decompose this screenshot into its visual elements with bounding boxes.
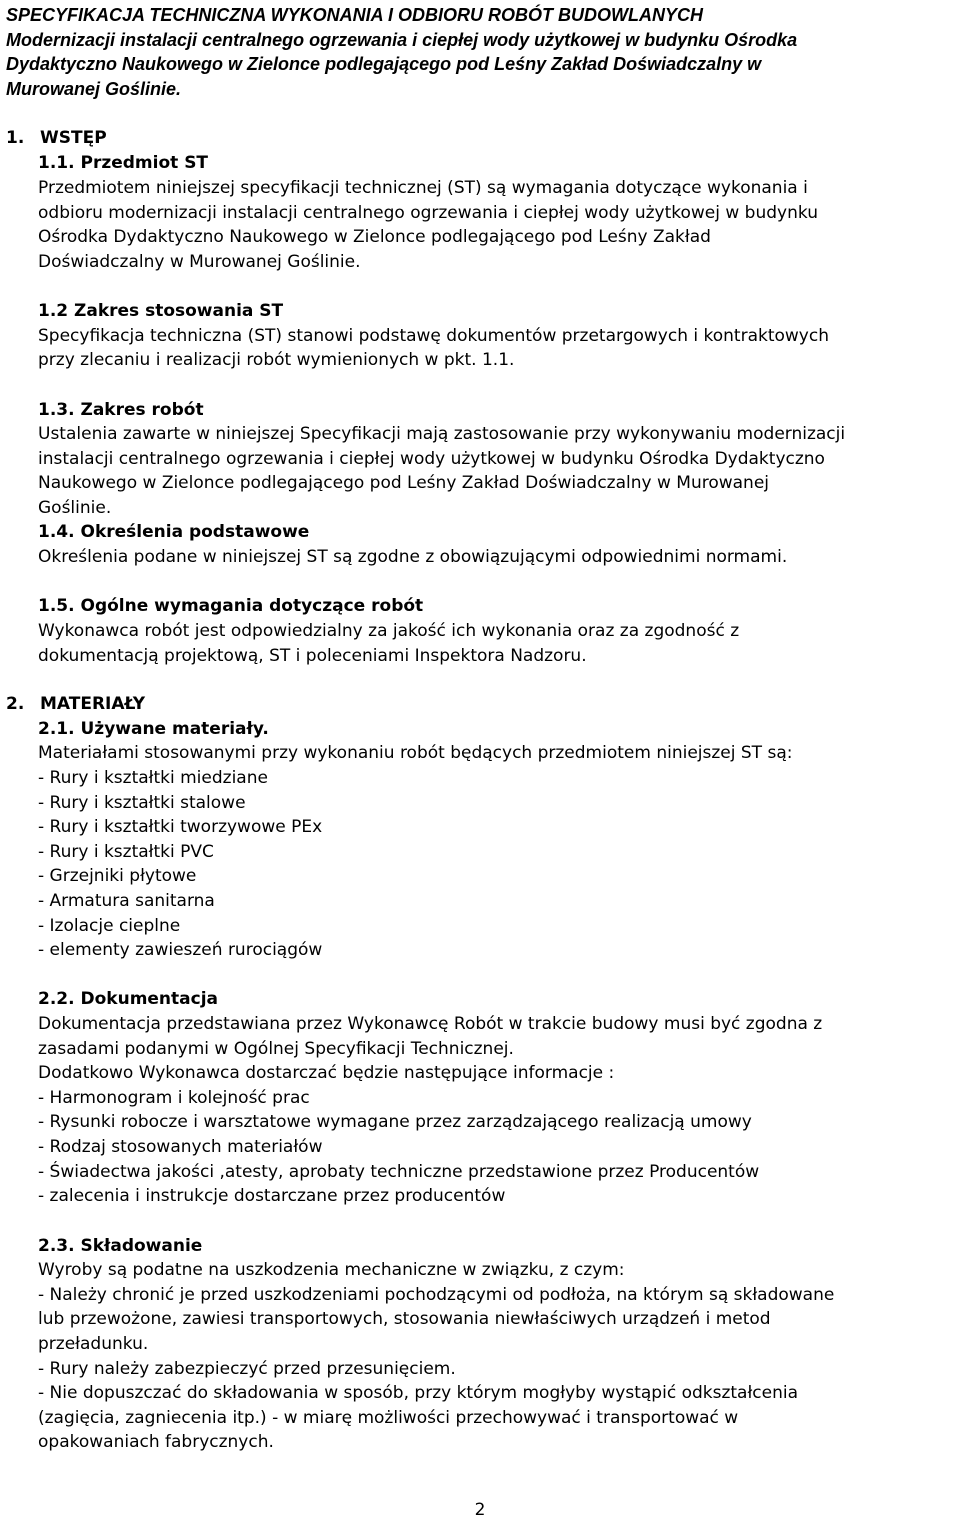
paragraph-line: dokumentacją projektową, ST i poleceniami Inspektora Nadzoru.: [38, 646, 587, 666]
list-item: - Rury i kształtki miedziane: [38, 768, 268, 788]
paragraph-line: Goślinie.: [38, 498, 112, 518]
paragraph-line: lub przewożone, zawiesi transportowych, stosowania niewłaściwych urządzeń i metod: [38, 1309, 771, 1329]
list-item: - elementy zawieszeń rurociągów: [38, 940, 323, 960]
document-title: SPECYFIKACJA TECHNICZNA WYKONANIA I ODBIORU ROBÓT BUDOWLANYCH: [6, 5, 703, 25]
paragraph-line: Materiałami stosowanymi przy wykonaniu robót będących przedmiotem niniejszej ST są:: [38, 743, 793, 763]
paragraph-line: Ośrodka Dydaktyczno Naukowego w Zielonce podlegającego pod Leśny Zakład: [38, 227, 711, 247]
subsection-heading-1-4: 1.4. Określenia podstawowe: [38, 522, 310, 542]
section-heading-2: [6, 694, 145, 714]
section-title: MATERIAŁY: [40, 694, 146, 714]
document-subtitle-line-3: Murowanej Goślinie.: [6, 79, 182, 99]
section-number: 2.: [6, 694, 25, 714]
list-item: - Izolacje cieplne: [38, 916, 181, 936]
list-item: - Świadectwa jakości ,atesty, aprobaty techniczne przedstawione przez Producentów: [38, 1162, 760, 1182]
paragraph-line: opakowaniach fabrycznych.: [38, 1432, 274, 1452]
list-item: - Grzejniki płytowe: [38, 866, 197, 886]
paragraph-line: instalacji centralnego ogrzewania i ciepłej wody użytkowej w budynku Ośrodka Dydaktyczno: [38, 449, 825, 469]
section-title: WSTĘP: [40, 128, 107, 148]
paragraph-line: Specyfikacja techniczna (ST) stanowi podstawę dokumentów przetargowych i kontraktowych: [38, 326, 829, 346]
paragraph-line: odbioru modernizacji instalacji centralnego ogrzewania i ciepłej wody użytkowej w budynku: [38, 203, 818, 223]
list-item: - Armatura sanitarna: [38, 891, 215, 911]
subsection-heading-2-1: 2.1. Używane materiały.: [38, 719, 269, 739]
paragraph-line: zasadami podanymi w Ogólnej Specyfikacji Technicznej.: [38, 1039, 514, 1059]
page-number: 2: [474, 1500, 486, 1520]
section-heading-1: [6, 128, 107, 148]
paragraph-line: Dokumentacja przedstawiana przez Wykonawcę Robót w trakcie budowy musi być zgodna z: [38, 1014, 823, 1034]
paragraph-line: przy zlecaniu i realizacji robót wymienionych w pkt. 1.1.: [38, 350, 515, 370]
paragraph-line: Określenia podane w niniejszej ST są zgodne z obowiązującymi odpowiednimi normami.: [38, 547, 788, 567]
list-item: - Rury i kształtki stalowe: [38, 793, 246, 813]
paragraph-line: (zagięcia, zagniecenia itp.) - w miarę możliwości przechowywać i transportować w: [38, 1408, 739, 1428]
paragraph-line: Ustalenia zawarte w niniejszej Specyfikacji mają zastosowanie przy wykonywaniu modernizacji: [38, 424, 846, 444]
list-item: - Należy chronić je przed uszkodzeniami pochodzącymi od podłoża, na którym są składowane: [38, 1285, 835, 1305]
list-item: - Nie dopuszczać do składowania w sposób, przy którym mogłyby wystąpić odkształcenia: [38, 1383, 799, 1403]
paragraph-line: Doświadczalny w Murowanej Goślinie.: [38, 252, 361, 272]
section-number: 1.: [6, 128, 25, 148]
paragraph-line: Dodatkowo Wykonawca dostarczać będzie następujące informacje :: [38, 1063, 615, 1083]
paragraph-line: Wykonawca robót jest odpowiedzialny za jakość ich wykonania oraz za zgodność z: [38, 621, 740, 641]
document-subtitle-line-2: Dydaktyczno Naukowego w Zielonce podlegającego pod Leśny Zakład Doświadczalny w: [6, 54, 762, 74]
paragraph-line: przeładunku.: [38, 1334, 149, 1354]
paragraph-line: Wyroby są podatne na uszkodzenia mechaniczne w związku, z czym:: [38, 1260, 625, 1280]
paragraph-line: Przedmiotem niniejszej specyfikacji technicznej (ST) są wymagania dotyczące wykonania i: [38, 178, 808, 198]
paragraph-line: Naukowego w Zielonce podlegającego pod Leśny Zakład Doświadczalny w Murowanej: [38, 473, 770, 493]
list-item: - zalecenia i instrukcje dostarczane przez producentów: [38, 1186, 506, 1206]
list-item: - Rury i kształtki tworzywowe PEx: [38, 817, 323, 837]
list-item: - Rodzaj stosowanych materiałów: [38, 1137, 323, 1157]
subsection-heading-1-5: 1.5. Ogólne wymagania dotyczące robót: [38, 596, 424, 616]
subsection-heading-1-2: 1.2 Zakres stosowania ST: [38, 301, 284, 321]
document-subtitle-line-1: Modernizacji instalacji centralnego ogrzewania i ciepłej wody użytkowej w budynku Ośrodka: [6, 30, 798, 50]
subsection-heading-1-1: 1.1. Przedmiot ST: [38, 153, 209, 173]
list-item: - Rury i kształtki PVC: [38, 842, 214, 862]
list-item: - Harmonogram i kolejność prac: [38, 1088, 310, 1108]
list-item: - Rury należy zabezpieczyć przed przesunięciem.: [38, 1359, 456, 1379]
subsection-heading-1-3: 1.3. Zakres robót: [38, 400, 204, 420]
subsection-heading-2-3: 2.3. Składowanie: [38, 1236, 203, 1256]
list-item: - Rysunki robocze i warsztatowe wymagane przez zarządzającego realizacją umowy: [38, 1112, 752, 1132]
subsection-heading-2-2: 2.2. Dokumentacja: [38, 989, 219, 1009]
